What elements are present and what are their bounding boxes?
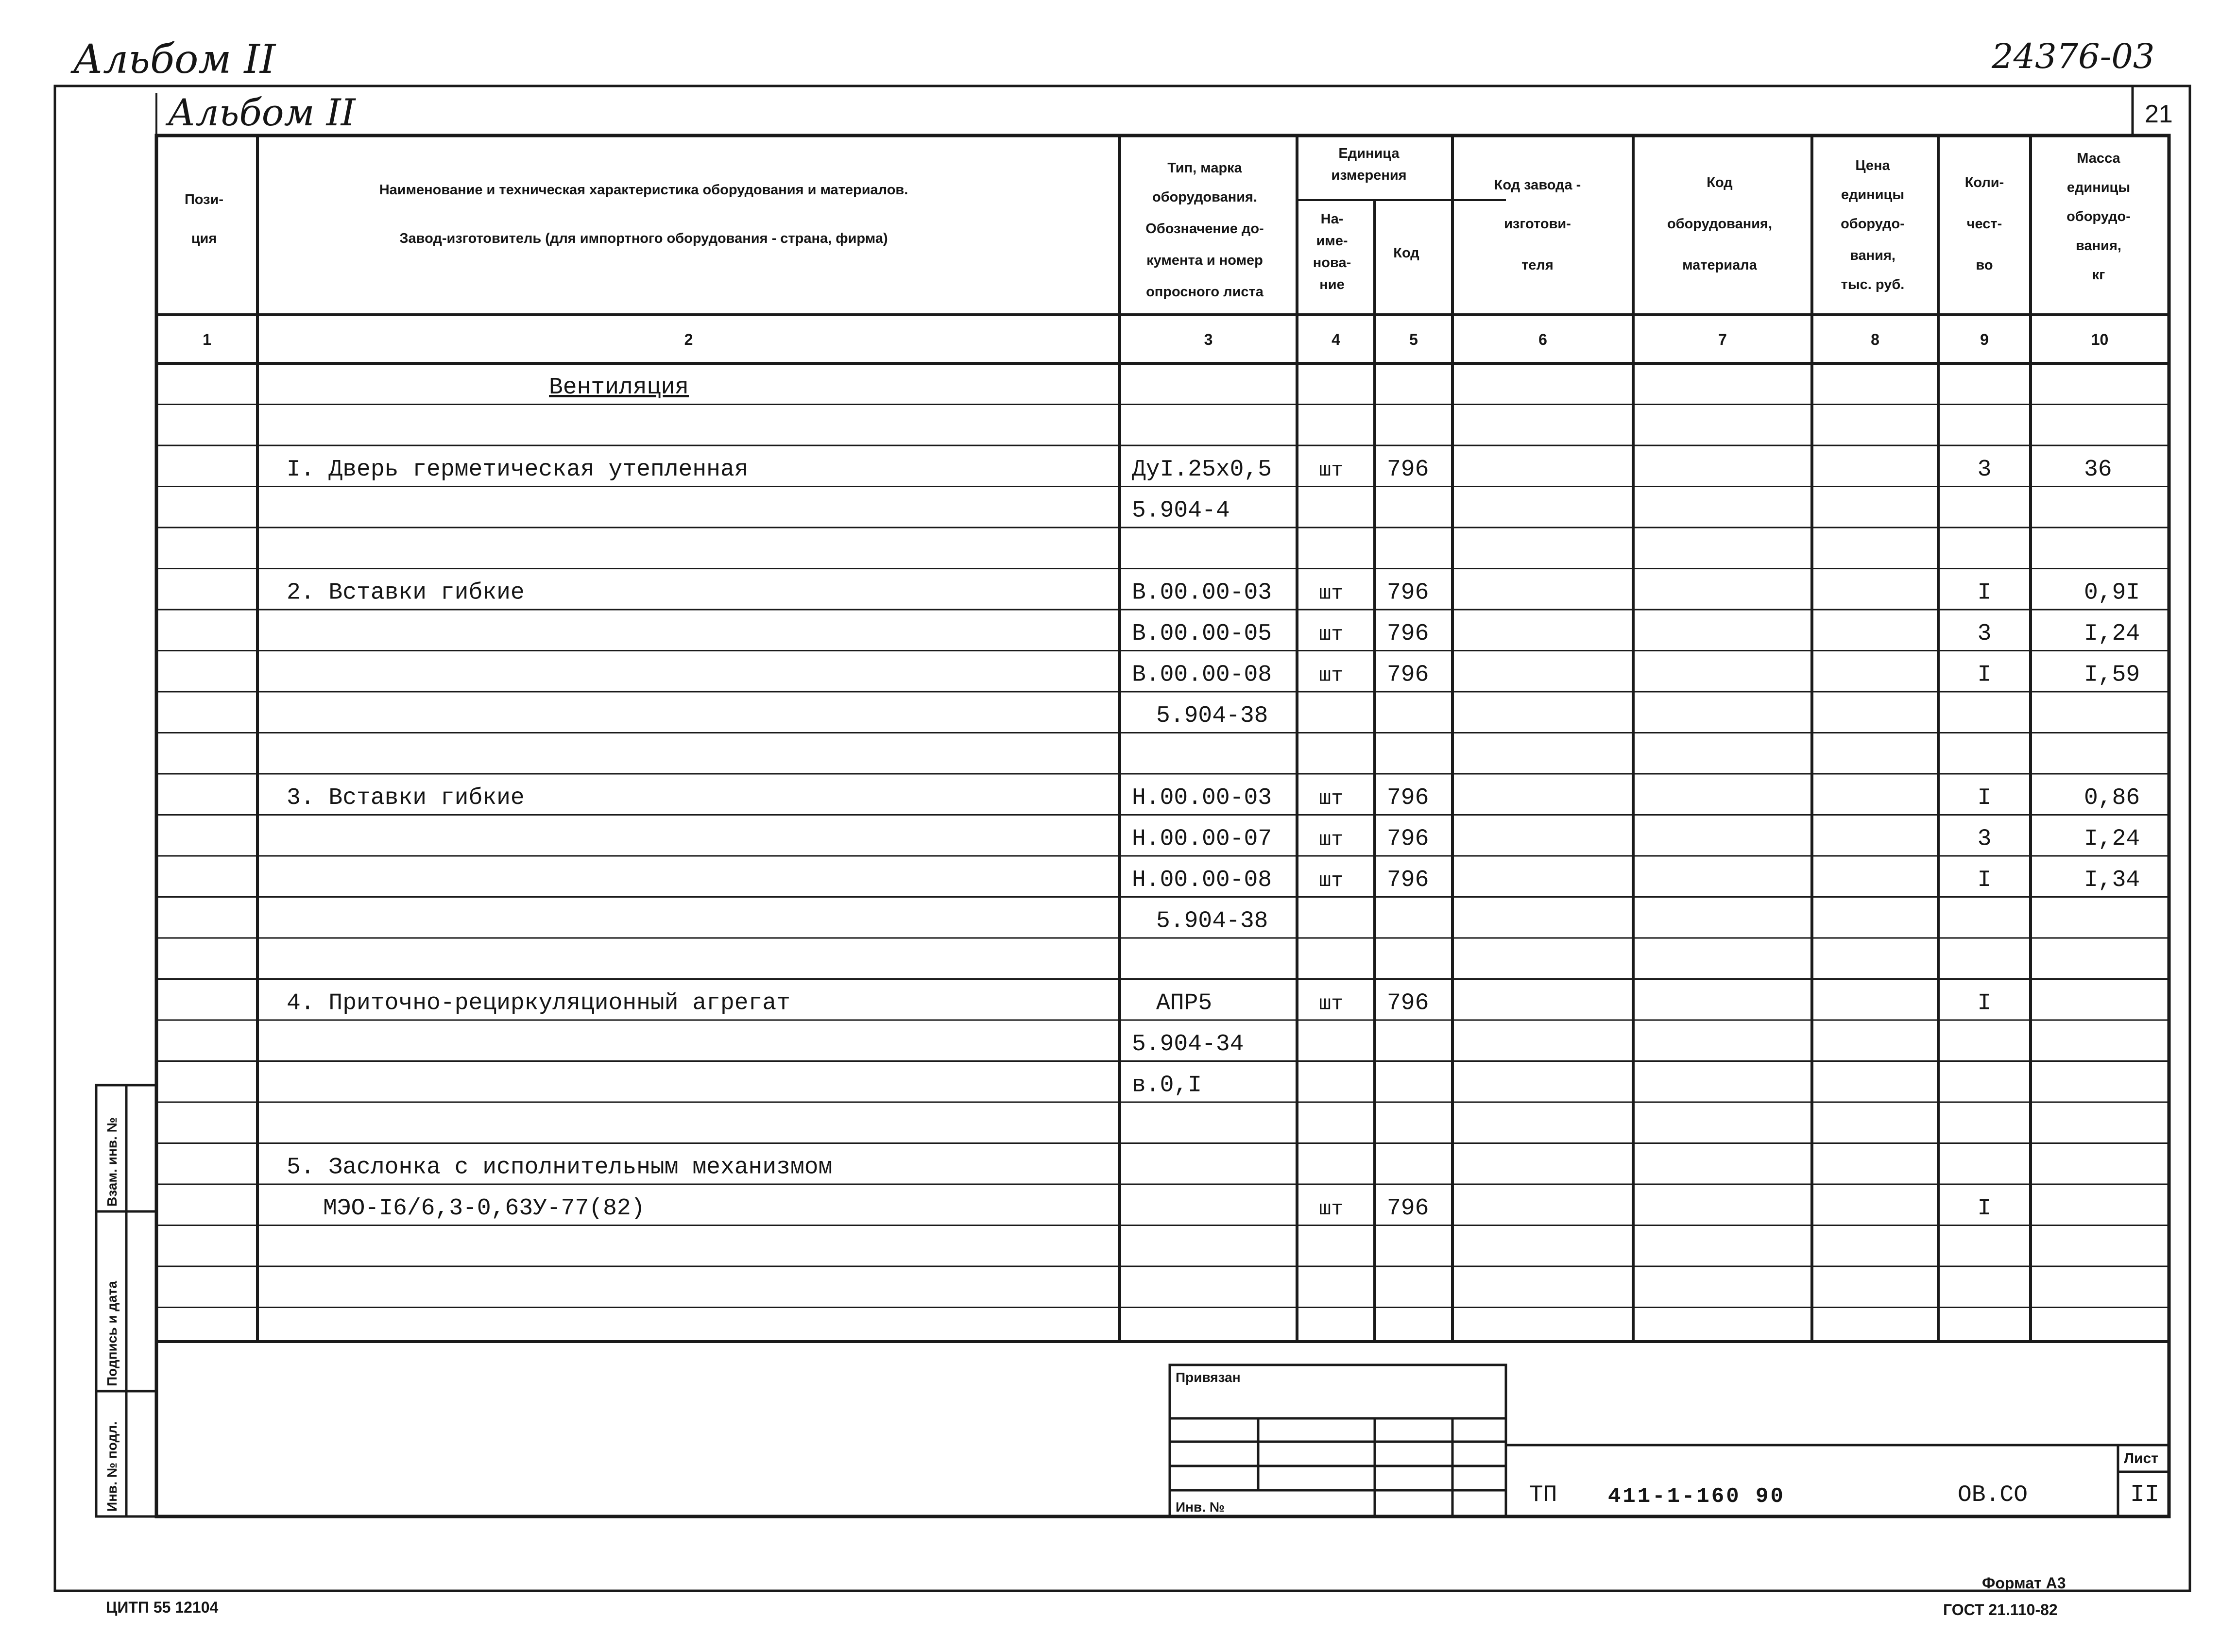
- header-unit: Единица измерения: [1331, 146, 1407, 183]
- title-block-privyazan: Привязан: [1176, 1370, 1241, 1385]
- cell-qty: I: [1977, 990, 1992, 1017]
- table-row: [1132, 826, 2140, 852]
- cell-name: 2. Вставки гибкие: [287, 579, 525, 606]
- cell-mass: 36: [2084, 457, 2112, 483]
- album-label-inner: Альбом II: [168, 91, 356, 134]
- header-unit-name: На-име-нова-ние: [1313, 211, 1351, 292]
- header-type: Тип, марка оборудования. Обозначение до-кумента и номер опросного листа: [1145, 160, 1264, 300]
- header-equipment-code: Код оборудования, материала: [1667, 175, 1773, 273]
- table-header: [185, 146, 2131, 300]
- cell-code: 796: [1387, 457, 1429, 483]
- album-label-top: Альбом II: [73, 36, 276, 83]
- cell-name: 5. Заслонка с исполнительным механизмом: [287, 1154, 833, 1181]
- cell-type: ДуI.25х0,5: [1132, 457, 1272, 483]
- cell-qty: I: [1977, 662, 1992, 688]
- cell-unit: шт: [1319, 623, 1344, 646]
- cell-qty: 3: [1977, 826, 1992, 852]
- footer-format: Формат А3: [1982, 1574, 2066, 1592]
- table-row: [1156, 908, 1268, 935]
- cell-unit: шт: [1319, 787, 1344, 810]
- cell-type: АПР5: [1156, 990, 1212, 1017]
- cell-name: МЭО-I6/6,3-0,63У-77(82): [323, 1195, 645, 1222]
- cell-qty: 3: [1977, 457, 1992, 483]
- column-number: 5: [1409, 331, 1418, 348]
- header-quantity: Коли-чест-во: [1964, 175, 2004, 273]
- cell-mass: I,34: [2084, 867, 2140, 893]
- column-number: 2: [684, 331, 693, 348]
- cell-code: 796: [1387, 579, 1429, 606]
- cell-name: 4. Приточно-рециркуляционный агрегат: [287, 990, 790, 1017]
- column-number: 10: [2091, 331, 2109, 348]
- table-row: [287, 580, 2140, 606]
- title-block-tp: ТП: [1529, 1482, 1557, 1508]
- cell-mass: 0,86: [2084, 785, 2140, 811]
- cell-unit: шт: [1319, 1197, 1344, 1221]
- header-position: Пози-ция: [184, 192, 224, 246]
- cell-qty: I: [1977, 867, 1992, 893]
- header-unit-code: Код: [1393, 245, 1419, 261]
- table-body: [287, 375, 2140, 1222]
- cell-qty: I: [1977, 785, 1992, 811]
- table-row: [287, 785, 2140, 811]
- cell-unit: шт: [1319, 459, 1344, 482]
- cell-code: 796: [1387, 990, 1429, 1017]
- column-number: 7: [1718, 331, 1727, 348]
- header-manufacturer-code: Код завода -изготови-теля: [1494, 177, 1581, 273]
- footer-gost: ГОСТ 21.110-82: [1943, 1601, 2058, 1618]
- cell-code: 796: [1387, 785, 1429, 811]
- title-block-inventory: Инв. №: [1176, 1499, 1225, 1515]
- page-number: 21: [2145, 100, 2173, 128]
- column-number: 1: [203, 331, 211, 348]
- cell-type: В.00.00-08: [1132, 662, 1272, 688]
- cell-unit: шт: [1319, 581, 1344, 605]
- side-stamp-vzam: Взам. инв. №: [104, 1117, 120, 1207]
- side-stamp-labels: [104, 1117, 120, 1512]
- column-number: 3: [1204, 331, 1213, 348]
- column-numbers-row: [203, 331, 2108, 348]
- cell-type: 5.904-4: [1132, 497, 1230, 524]
- cell-qty: I: [1977, 579, 1992, 606]
- table-row: [1132, 867, 2140, 893]
- cell-code: 796: [1387, 826, 1429, 852]
- cell-type: 5.904-38: [1156, 908, 1268, 935]
- table-row: [1132, 1031, 1244, 1057]
- side-stamp-signature: Подпись и дата: [104, 1281, 120, 1386]
- document-number: 24376-03: [1992, 36, 2155, 76]
- cell-code: 796: [1387, 621, 1429, 647]
- table-row: [1132, 498, 1230, 524]
- cell-code: 796: [1387, 1195, 1429, 1222]
- column-number: 8: [1871, 331, 1879, 348]
- cell-unit: шт: [1319, 992, 1344, 1016]
- cell-type: Н.00.00-03: [1132, 785, 1272, 811]
- header-price: Цена единицы оборудо-вания, тыс. руб.: [1841, 158, 1905, 292]
- table-row: [287, 457, 2112, 483]
- cell-name: I. Дверь герметическая утепленная: [287, 457, 749, 483]
- table-row: [323, 1195, 1991, 1222]
- table-row: [1132, 662, 2140, 688]
- table-row: [549, 375, 689, 401]
- cell-type: Н.00.00-07: [1132, 826, 1272, 852]
- table-row: [1132, 1073, 1202, 1099]
- cell-name: Вентиляция: [549, 375, 689, 401]
- cell-mass: I,59: [2084, 662, 2140, 688]
- footer-citp: ЦИТП 55 12104: [106, 1599, 219, 1616]
- cell-type: В.00.00-05: [1132, 621, 1272, 647]
- cell-type: В.00.00-03: [1132, 579, 1272, 606]
- header-name: Наименование и техническая характеристика оборудования и материалов. Завод-изготовитель (для импортного оборудования - страна, фирма): [379, 182, 908, 246]
- cell-mass: I,24: [2084, 621, 2140, 647]
- table-row: [1132, 621, 2140, 647]
- cell-type: Н.00.00-08: [1132, 867, 1272, 893]
- cell-mass: I,24: [2084, 826, 2140, 852]
- cell-unit: шт: [1319, 664, 1344, 687]
- title-block-sheet-label: Лист: [2124, 1450, 2158, 1466]
- title-block-project-number: 411-1-160 90: [1608, 1484, 1785, 1509]
- cell-qty: I: [1977, 1195, 1992, 1222]
- title-block-mark: ОВ.СО: [1958, 1482, 2028, 1508]
- cell-code: 796: [1387, 867, 1429, 893]
- cell-unit: шт: [1319, 869, 1344, 892]
- cell-qty: 3: [1977, 621, 1992, 647]
- cell-mass: 0,9I: [2084, 579, 2140, 606]
- cell-name: 3. Вставки гибкие: [287, 785, 525, 811]
- table-row: [287, 1155, 832, 1181]
- column-number: 9: [1980, 331, 1989, 348]
- table-row: [1156, 703, 1268, 729]
- cell-type: в.0,I: [1132, 1072, 1202, 1099]
- column-number: 6: [1538, 331, 1547, 348]
- cell-unit: шт: [1319, 828, 1344, 852]
- header-mass: Масса единицы оборудо-вания, кг: [2066, 151, 2131, 283]
- cell-type: 5.904-38: [1156, 703, 1268, 729]
- side-stamp-inventory: Инв. № подл.: [104, 1421, 120, 1512]
- sheet-frame: [55, 86, 2190, 1591]
- table-row: [287, 990, 1991, 1017]
- column-number: 4: [1332, 331, 1340, 348]
- cell-type: 5.904-34: [1132, 1031, 1244, 1057]
- cell-code: 796: [1387, 662, 1429, 688]
- title-block-sheet-number: II: [2130, 1481, 2160, 1509]
